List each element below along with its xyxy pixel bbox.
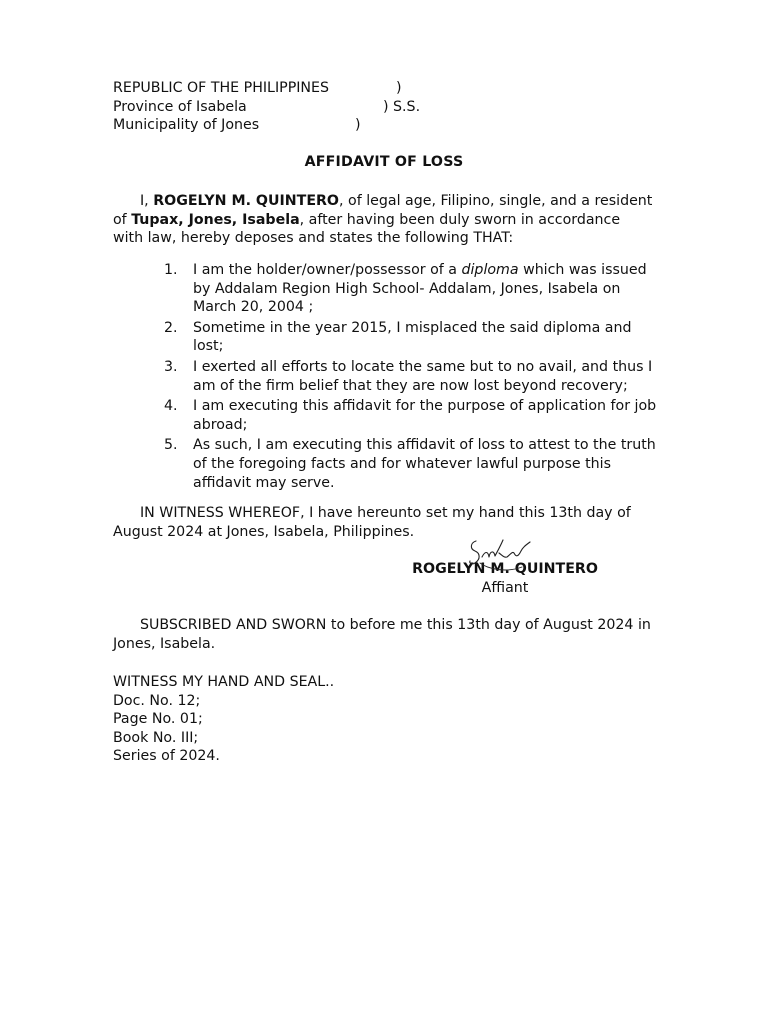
list-item-number: 5. — [164, 437, 178, 454]
venue-province-paren: ) S.S. — [383, 98, 421, 115]
notary-book-no: Book No. III; — [113, 729, 199, 746]
venue-municipality-line — [113, 116, 361, 135]
venue-country-line — [113, 79, 402, 98]
list-item-text: I exerted all efforts to locate the same but to no avail, and thus I am of the firm belief that they are now lost beyond recovery; — [193, 358, 653, 394]
affiant-address: Tupax, Jones, Isabela — [131, 211, 300, 228]
notary-block — [113, 673, 334, 766]
subscribed-paragraph: SUBSCRIBED AND SWORN to before me this 13th day of August 2024 in Jones, Isabela. — [113, 617, 651, 652]
notary-doc-no: Doc. No. 12; — [113, 692, 201, 709]
list-item — [164, 436, 662, 492]
list-item-number: 2. — [164, 319, 178, 336]
venue-country: REPUBLIC OF THE PHILIPPINES — [113, 80, 330, 96]
list-item-number: 1. — [164, 262, 178, 278]
list-item-text: which was issued by Addalam Region High School- Addalam, Jones, Isabela on March 20, 2004 ; — [193, 262, 647, 316]
signatory-role: Affiant — [481, 580, 529, 596]
list-item-emphasis: diploma — [461, 262, 519, 278]
venue-province-line — [113, 98, 421, 117]
affiant-name: ROGELYN M. QUINTERO — [153, 193, 339, 209]
handwritten-signature — [466, 533, 538, 579]
signatory-name: ROGELYN M. QUINTERO — [412, 561, 598, 577]
statement-list — [164, 261, 662, 494]
list-item-text: Sometime in the year 2015, I misplaced the said diploma and lost; — [193, 319, 632, 355]
notary-witness-line: WITNESS MY HAND AND SEAL.. — [113, 674, 335, 690]
list-item-text: As such, I am executing this affidavit of loss to attest to the truth of the foregoing facts and for whatever lawful purpose this affidavit may serve. — [193, 437, 656, 491]
intro-paragraph — [113, 192, 653, 248]
list-item — [164, 261, 662, 317]
venue-municipality-paren: ) — [355, 117, 361, 134]
list-item-text: I am executing this affidavit for the purpose of application for job abroad; — [193, 398, 657, 433]
intro-text-3: , after having been duly sworn in accordance with law, hereby deposes and states the following THAT: — [113, 211, 621, 247]
intro-text-2: , of legal age, Filipino, single, and a resident of — [113, 193, 653, 228]
list-item-text: I am the holder/owner/possessor of a — [193, 262, 462, 278]
list-item-number: 3. — [164, 358, 178, 375]
notary-series: Series of 2024. — [113, 748, 220, 765]
list-item-number: 4. — [164, 398, 178, 415]
intro-text-1: I, — [140, 193, 154, 209]
venue-country-paren: ) — [396, 80, 402, 96]
venue-province: Province of Isabela — [113, 98, 247, 115]
list-item — [164, 319, 662, 356]
notary-page-no: Page No. 01; — [113, 711, 203, 728]
venue-block — [113, 79, 421, 135]
witness-paragraph: IN WITNESS WHEREOF, I have hereunto set my hand this 13th day of August 2024 at Jones, Isabela, Philippines. — [113, 505, 631, 540]
list-item — [164, 397, 662, 434]
venue-municipality: Municipality of Jones — [113, 117, 260, 134]
document-title: AFFIDAVIT OF LOSS — [304, 154, 464, 170]
list-item — [164, 358, 662, 395]
